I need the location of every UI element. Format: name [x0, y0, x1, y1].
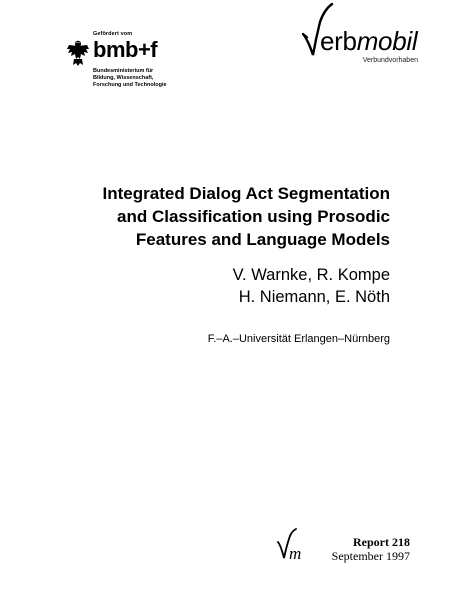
ministry-line: Bundesministerium für: [93, 68, 154, 74]
affiliation: F.–A.–Universität Erlangen–Nürnberg: [207, 333, 390, 345]
title-line: Integrated Dialog Act Segmentation: [102, 184, 390, 203]
verbmobil-logo: [300, 2, 420, 72]
authors: [130, 264, 390, 308]
verbmobil-wordmark: [320, 26, 417, 56]
title-line: Features and Language Models: [135, 230, 390, 249]
title-line: and Classification using Prosodic: [117, 207, 390, 226]
report-info: [332, 535, 410, 563]
report-date: September 1997: [331, 549, 410, 563]
wordmark-italic: mobil: [356, 26, 418, 56]
funding-emblem-row: [66, 39, 186, 67]
svg-text:m: m: [289, 544, 302, 563]
ministry-line: Bildung, Wissenschaft,: [93, 75, 154, 81]
bmbf-logo-text: bmb+f: [93, 37, 158, 62]
verbmobil-subline: Verbundvorhaben: [362, 57, 418, 64]
wordmark-plain: erb: [320, 26, 357, 56]
ministry-name: [93, 68, 186, 89]
funding-label: Gefördert vom: [93, 31, 133, 37]
author-line: V. Warnke, R. Kompe: [232, 266, 390, 284]
funding-block: [66, 31, 186, 89]
vm-small-logo-icon: [276, 528, 322, 564]
ministry-line: Forschung und Technologie: [93, 82, 167, 88]
report-number: Report 218: [353, 535, 410, 549]
author-line: H. Niemann, E. Nöth: [238, 288, 390, 306]
federal-eagle-icon: [66, 39, 90, 67]
report-title: [50, 182, 390, 251]
